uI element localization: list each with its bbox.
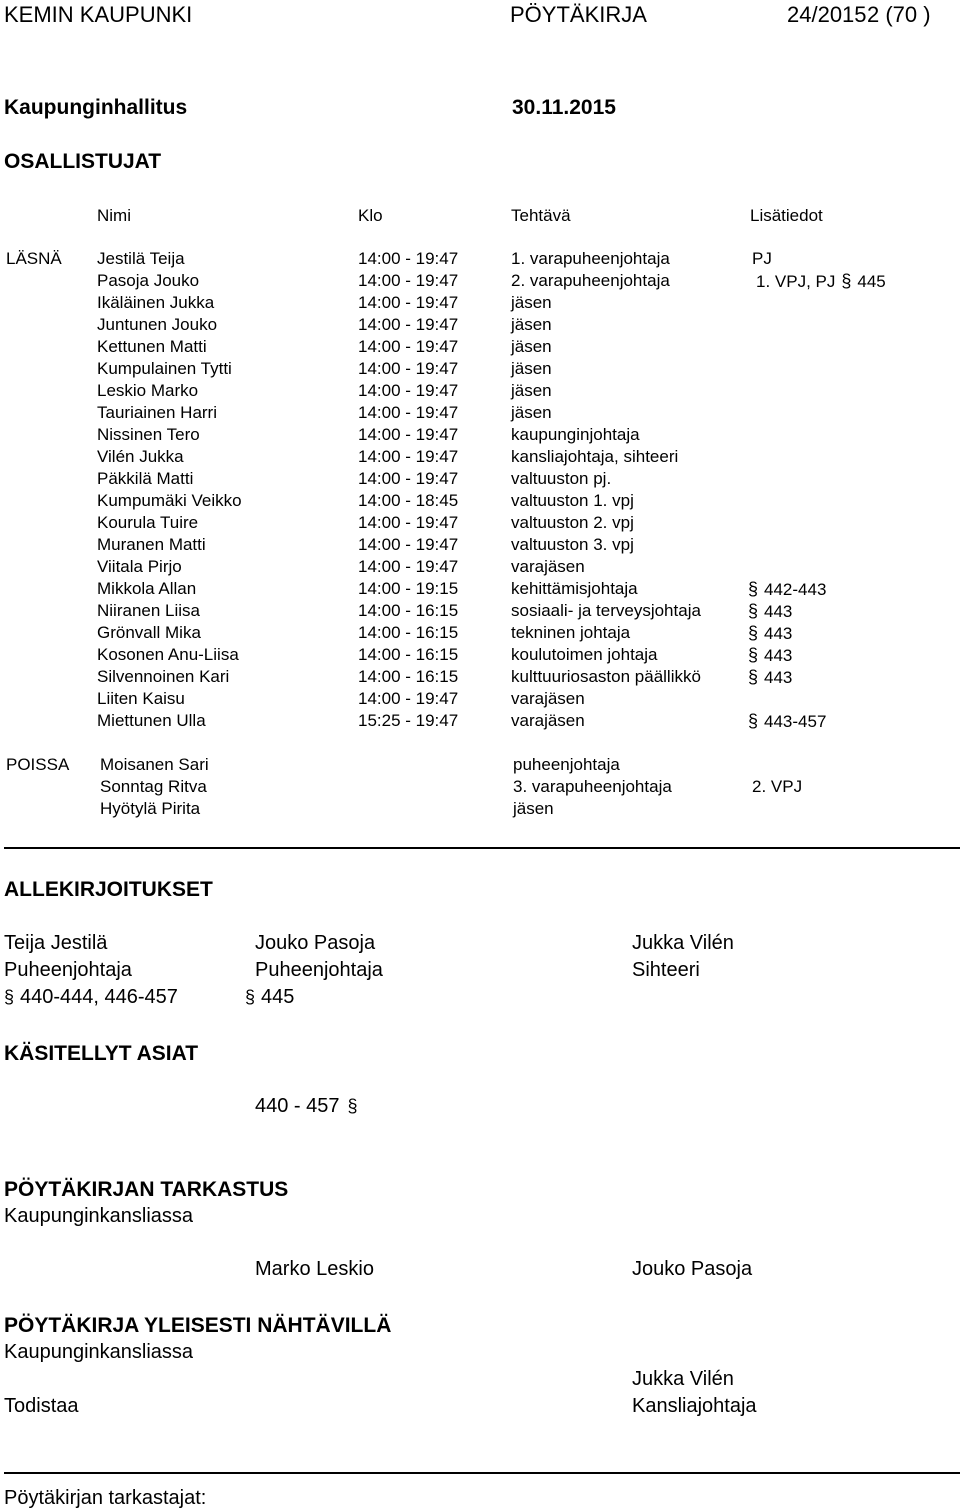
section-icon: § (748, 711, 759, 731)
absent-label: POISSA (6, 755, 70, 774)
participant-time: 15:25 - 19:47 (358, 711, 459, 730)
info-ref: 443 (764, 624, 793, 643)
participant-row (0, 468, 960, 490)
participant-role: sosiaali- ja terveysjohtaja (511, 601, 701, 620)
participant-time: 14:00 - 19:47 (358, 359, 459, 378)
absent-name: Moisanen Sari (100, 755, 209, 774)
absent-row (0, 776, 960, 798)
participant-role: jäsen (511, 381, 552, 400)
absent-name: Sonntag Ritva (100, 777, 207, 796)
review-place: Kaupunginkansliassa (4, 1205, 194, 1227)
handled-title: KÄSITELLYT ASIAT (4, 1042, 199, 1065)
participant-role: jäsen (511, 359, 552, 378)
info-cell (748, 600, 792, 623)
participant-row (0, 402, 960, 424)
participant-time: 14:00 - 19:47 (358, 689, 459, 708)
participants-title: OSALLISTUJAT (4, 150, 162, 173)
participant-time: 14:00 - 16:15 (358, 601, 459, 620)
participant-name: Ikäläinen Jukka (97, 293, 215, 312)
col-name-header: Nimi (97, 206, 131, 225)
review-title: PÖYTÄKIRJAN TARKASTUS (4, 1178, 289, 1201)
org-name: KEMIN KAUPUNKI (4, 2, 193, 27)
absent-name: Hyötylä Pirita (100, 799, 201, 818)
info-ref: 442-443 (764, 580, 827, 599)
signatures-title: ALLEKIRJOITUKSET (4, 878, 213, 901)
participant-name: Grönvall Mika (97, 623, 201, 642)
participant-name: Silvennoinen Kari (97, 667, 230, 686)
info-text: 2. VPJ (752, 777, 803, 796)
section-icon: § (841, 271, 852, 291)
participant-role: 1. varapuheenjohtaja (511, 249, 670, 268)
public-title: PÖYTÄKIRJA YLEISESTI NÄHTÄVILLÄ (4, 1314, 392, 1337)
participant-name: Kettunen Matti (97, 337, 207, 356)
signer-2-ref-text: 445 (261, 986, 295, 1008)
absent-role: jäsen (513, 799, 554, 818)
participant-time: 14:00 - 19:47 (358, 513, 459, 532)
participant-role: varajäsen (511, 689, 585, 708)
participant-time: 14:00 - 16:15 (358, 623, 459, 642)
public-place: Kaupunginkansliassa (4, 1341, 194, 1363)
participant-name: Mikkola Allan (97, 579, 197, 598)
participant-role: valtuuston 3. vpj (511, 535, 634, 554)
participant-time: 14:00 - 19:47 (358, 381, 459, 400)
participant-row (0, 314, 960, 336)
section-icon: § (347, 1096, 358, 1116)
participant-time: 14:00 - 19:47 (358, 293, 459, 312)
info-ref: 443 (764, 668, 793, 687)
participant-role: valtuuston pj. (511, 469, 612, 488)
participant-row (0, 358, 960, 380)
col-role-header: Tehtävä (511, 206, 571, 225)
signer-1-role: Puheenjohtaja (4, 959, 132, 981)
participant-time: 14:00 - 19:47 (358, 315, 459, 334)
participant-time: 14:00 - 19:47 (358, 403, 459, 422)
participant-time: 14:00 - 19:15 (358, 579, 459, 598)
participant-row (0, 270, 960, 292)
participant-row (0, 446, 960, 468)
meeting-date: 30.11.2015 (512, 96, 616, 119)
participant-name: Päkkilä Matti (97, 469, 194, 488)
absent-role: 3. varapuheenjohtaja (513, 777, 672, 796)
participant-row (0, 666, 960, 688)
participant-time: 14:00 - 19:47 (358, 249, 459, 268)
signer-2-role: Puheenjohtaja (255, 959, 383, 981)
public-signer-role: Kansliajohtaja (632, 1395, 757, 1417)
participant-row (0, 380, 960, 402)
col-time-header: Klo (358, 206, 383, 225)
signer-1-ref-text: 440-444, 446-457 (20, 986, 178, 1008)
participant-name: Niiranen Liisa (97, 601, 200, 620)
participant-row (0, 710, 960, 732)
info-cell (748, 666, 792, 689)
separator-line (4, 847, 960, 849)
info-cell (748, 622, 792, 645)
participant-row (0, 512, 960, 534)
info-cell (752, 776, 802, 798)
participant-name: Miettunen Ulla (97, 711, 206, 730)
participant-row (0, 600, 960, 622)
info-ref: 443 (764, 646, 793, 665)
participant-row (0, 578, 960, 600)
reviewer-1: Marko Leskio (255, 1258, 374, 1280)
absent-role: puheenjohtaja (513, 755, 620, 774)
participant-row (0, 534, 960, 556)
participant-time: 14:00 - 19:47 (358, 447, 459, 466)
participant-role: varajäsen (511, 711, 585, 730)
doc-type: PÖYTÄKIRJA (510, 2, 647, 27)
info-cell (756, 270, 886, 293)
info-ref: 445 (857, 272, 886, 291)
participant-role: valtuuston 1. vpj (511, 491, 634, 510)
participant-role: varajäsen (511, 557, 585, 576)
participant-row (0, 490, 960, 512)
public-certify: Todistaa (4, 1395, 79, 1417)
section-icon: § (245, 987, 256, 1007)
info-cell (748, 710, 826, 733)
participant-time: 14:00 - 19:47 (358, 425, 459, 444)
participant-row (0, 688, 960, 710)
participant-row (0, 336, 960, 358)
participant-time: 14:00 - 16:15 (358, 645, 459, 664)
participant-name: Leskio Marko (97, 381, 199, 400)
info-cell (748, 578, 826, 601)
participant-row (0, 248, 960, 270)
page-number: 2 (70 ) (867, 2, 931, 27)
section-icon: § (748, 667, 759, 687)
handled-range-text: 440 - 457 (255, 1095, 340, 1117)
participant-time: 14:00 - 18:45 (358, 491, 459, 510)
participant-time: 14:00 - 16:15 (358, 667, 459, 686)
signer-3-name: Jukka Vilén (632, 932, 734, 954)
participant-name: Kourula Tuire (97, 513, 199, 532)
signer-1-ref (4, 986, 178, 1009)
signer-2-ref (245, 986, 294, 1009)
participant-role: koulutoimen johtaja (511, 645, 658, 664)
participant-role: kaupunginjohtaja (511, 425, 640, 444)
participant-name: Kumpulainen Tytti (97, 359, 232, 378)
section-icon: § (748, 623, 759, 643)
participant-name: Nissinen Tero (97, 425, 200, 444)
participant-name: Kumpumäki Veikko (97, 491, 242, 510)
participant-name: Juntunen Jouko (97, 315, 218, 334)
participant-name: Jestilä Teija (97, 249, 185, 268)
participant-role: kansliajohtaja, sihteeri (511, 447, 679, 466)
footer-line (4, 1472, 960, 1474)
participant-time: 14:00 - 19:47 (358, 535, 459, 554)
participant-role: jäsen (511, 337, 552, 356)
section-icon: § (4, 987, 15, 1007)
section-icon: § (748, 601, 759, 621)
participant-name: Kosonen Anu-Liisa (97, 645, 239, 664)
info-cell (748, 644, 792, 667)
participant-name: Muranen Matti (97, 535, 206, 554)
info-ref: 443 (764, 602, 793, 621)
footer-reviewers-label: Pöytäkirjan tarkastajat: (4, 1487, 207, 1509)
participant-role: 2. varapuheenjohtaja (511, 271, 670, 290)
info-text: 1. VPJ, PJ (756, 272, 836, 291)
participant-role: kulttuuriosaston päällikkö (511, 667, 701, 686)
participant-role: tekninen johtaja (511, 623, 631, 642)
participant-name: Pasoja Jouko (97, 271, 200, 290)
participant-role: valtuuston 2. vpj (511, 513, 634, 532)
signer-3-role: Sihteeri (632, 959, 700, 981)
meeting-body: Kaupunginhallitus (4, 96, 188, 119)
participant-role: jäsen (511, 293, 552, 312)
participant-role: kehittämisjohtaja (511, 579, 638, 598)
info-cell (752, 248, 772, 270)
signer-1-name: Teija Jestilä (4, 932, 108, 954)
participant-name: Liiten Kaisu (97, 689, 185, 708)
public-signer-name: Jukka Vilén (632, 1368, 734, 1390)
participant-name: Vilén Jukka (97, 447, 184, 466)
signer-2-name: Jouko Pasoja (255, 932, 376, 954)
participant-row (0, 644, 960, 666)
participant-role: jäsen (511, 315, 552, 334)
participant-time: 14:00 - 19:47 (358, 337, 459, 356)
col-info-header: Lisätiedot (750, 206, 823, 225)
participant-row (0, 556, 960, 578)
participant-time: 14:00 - 19:47 (358, 469, 459, 488)
participant-row (0, 292, 960, 314)
doc-number: 24/2015 (787, 2, 867, 27)
info-text: PJ (752, 249, 772, 268)
absent-row (0, 754, 960, 776)
participant-row (0, 622, 960, 644)
reviewer-2: Jouko Pasoja (632, 1258, 753, 1280)
present-label: LÄSNÄ (6, 249, 62, 268)
participant-role: jäsen (511, 403, 552, 422)
participant-name: Tauriainen Harri (97, 403, 217, 422)
section-icon: § (748, 645, 759, 665)
section-icon: § (748, 579, 759, 599)
participant-row (0, 424, 960, 446)
absent-row (0, 798, 960, 820)
participant-name: Viitala Pirjo (97, 557, 182, 576)
info-ref: 443-457 (764, 712, 827, 731)
participant-time: 14:00 - 19:47 (358, 271, 459, 290)
handled-range (255, 1095, 364, 1118)
participant-time: 14:00 - 19:47 (358, 557, 459, 576)
